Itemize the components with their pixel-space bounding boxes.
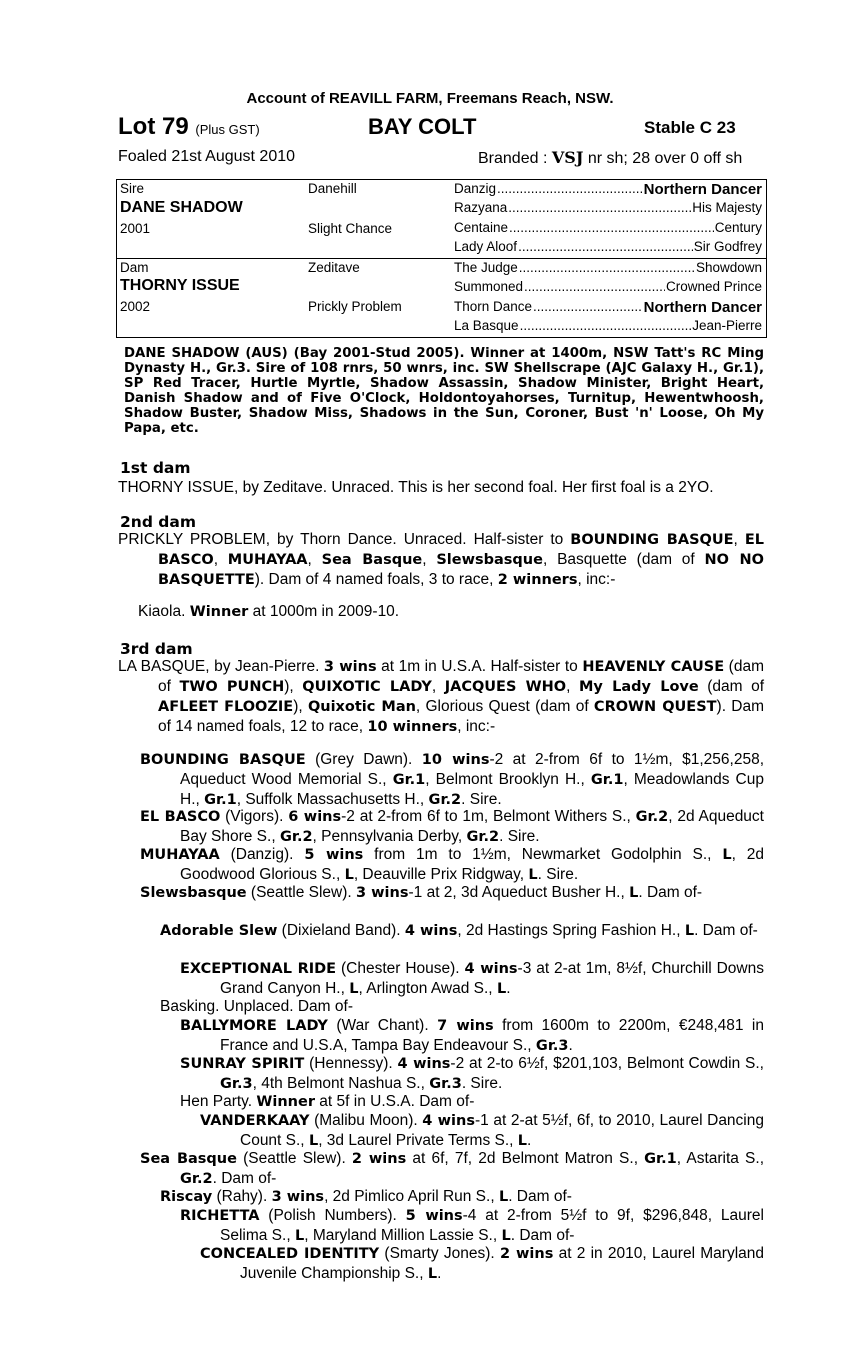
second-dam-heading: 2nd dam — [120, 513, 197, 531]
gen3-grandsire: Northern Dancer — [643, 299, 762, 316]
progeny-el-basco: EL BASCO (Vigors). 6 wins-2 at 2-from 6f to 1m, Belmont Withers S., Gr.2, 2d Aqueduct Bay Shore S., Gr.2, Pennsylvania Derby, Gr.2. Sire. — [140, 808, 764, 845]
pedigree-divider — [117, 258, 766, 259]
gen3-row — [454, 181, 762, 198]
progeny-slewsbasque: Slewsbasque (Seattle Slew). 3 wins-1 at 2, 3d Aqueduct Busher H., L. Dam of- — [140, 884, 703, 901]
pedigree-table — [116, 179, 767, 338]
gen3-grandsire: Century — [714, 220, 762, 235]
third-dam-text: LA BASQUE, by Jean-Pierre. 3 wins at 1m in U.S.A. Half-sister to HEAVENLY CAUSE (dam of TWO PUNCH), QUIXOTIC LADY, JACQUES WHO, My Lady Love (dam of AFLEET FLOOZIE), Quixotic Man, Glorious Quest (dam of CROWN QUEST). Dam of 14 named foals, 12 to race, 10 winners, inc:- — [118, 658, 765, 735]
gen3-sire: The Judge — [454, 260, 518, 275]
first-dam-heading: 1st dam — [120, 459, 191, 477]
gen3-grandsire: Showdown — [695, 260, 762, 275]
third-dam-heading: 3rd dam — [120, 640, 193, 658]
dot-leader — [497, 181, 643, 198]
gen3-sire: Centaine — [454, 220, 509, 235]
dam-dam: Prickly Problem — [308, 299, 402, 314]
gen3-sire: Lady Aloof — [454, 239, 518, 254]
dot-leader — [519, 260, 695, 275]
dam-sire: Zeditave — [308, 260, 360, 275]
dot-leader — [524, 279, 665, 294]
branded-info: Branded : VSJ nr sh; 28 over 0 off sh — [478, 148, 743, 167]
progeny-exceptional-ride: EXCEPTIONAL RIDE (Chester House). 4 wins-3 at 2-at 1m, 8½f, Churchill Downs Grand Canyon H., L, Arlington Awad S., L. — [180, 960, 764, 997]
gen3-sire: La Basque — [454, 318, 519, 333]
gen3-row — [454, 279, 762, 294]
sire-summary: DANE SHADOW (AUS) (Bay 2001-Stud 2005). Winner at 1400m, NSW Tatt's RC Ming Dynasty H., Gr.3. Sire of 108 rnrs, 50 wnrs, inc. SW Shellscrape (AJC Galaxy H., Gr.1), SP Red Tracer, Hurtle Myrtle, Shadow Assassin, Shadow Minister, Bright Heart, Danish Shadow and of Five O'Clock, Holdontoyahorses, Turnitup, Hewentwhoosh, Shadow Buster, Shadow Miss, Shadows in the Sun, Coroner, Bust 'n' Loose, Oh My Papa, etc. — [124, 346, 764, 436]
gen3-row — [454, 318, 762, 333]
progeny-concealed-identity: CONCEALED IDENTITY (Smarty Jones). 2 wins at 2 in 2010, Laurel Maryland Juvenile Championship S., L. — [200, 1245, 764, 1282]
lot-number: Lot 79 (Plus GST) — [118, 113, 260, 140]
progeny-riscay: Riscay (Rahy). 3 wins, 2d Pimlico April Run S., L. Dam of- — [160, 1188, 572, 1205]
sire-name: DANE SHADOW — [120, 199, 243, 216]
gen3-grandsire: Crowned Prince — [665, 279, 762, 294]
dot-leader — [520, 318, 692, 333]
gen3-sire: Danzig — [454, 181, 497, 196]
second-dam-progeny: Kiaola. Winner at 1000m in 2009-10. — [138, 603, 400, 620]
dam-label: Dam — [120, 260, 149, 275]
sire-dam: Slight Chance — [308, 221, 393, 236]
progeny-sea-basque: Sea Basque (Seattle Slew). 2 wins at 6f, 7f, 2d Belmont Matron S., Gr.1, Astarita S., Gr.2. Dam of- — [140, 1150, 765, 1187]
gen3-sire: Thorn Dance — [454, 299, 533, 314]
gen3-sire: Summoned — [454, 279, 524, 294]
second-dam-text: PRICKLY PROBLEM, by Thorn Dance. Unraced. Half-sister to BOUNDING BASQUE, EL BASCO, MUHAYAA, Sea Basque, Slewsbasque, Basquette (dam of NO NO BASQUETTE). Dam of 4 named foals, 3 to race, 2 winners, inc:- — [118, 531, 764, 588]
stable-number: Stable C 23 — [644, 118, 736, 137]
progeny-sunray-spirit: SUNRAY SPIRIT (Hennessy). 4 wins-2 at 2-to 6½f, $201,103, Belmont Cowdin S., Gr.3, 4th Belmont Nashua S., Gr.3. Sire. — [180, 1055, 764, 1092]
gen3-row — [454, 220, 762, 235]
gen3-row — [454, 200, 762, 215]
sire-sire: Danehill — [308, 181, 357, 196]
gen3-row — [454, 239, 762, 254]
foaled-date: Foaled 21st August 2010 — [118, 148, 296, 165]
gen3-grandsire: Northern Dancer — [643, 181, 762, 198]
sire-label: Sire — [120, 181, 145, 196]
gen3-grandsire: Sir Godfrey — [693, 239, 762, 254]
progeny-ballymore-lady: BALLYMORE LADY (War Chant). 7 wins from 1600m to 2200m, €248,481 in France and U.S.A, Tampa Bay Endeavour S., Gr.3. — [180, 1017, 765, 1054]
brand-mark: VSJ — [551, 148, 584, 167]
progeny-adorable-slew: Adorable Slew (Dixieland Band). 4 wins, 2d Hastings Spring Fashion H., L. Dam of- — [160, 922, 758, 939]
gen3-row — [454, 260, 762, 275]
progeny-vanderkaay: VANDERKAAY (Malibu Moon). 4 wins-1 at 2-at 5½f, 6f, to 2010, Laurel Dancing Count S., L, 3d Laurel Private Terms S., L. — [200, 1112, 764, 1149]
dam-year: 2002 — [120, 299, 151, 314]
lot-title: BAY COLT — [368, 114, 477, 139]
dam-name: THORNY ISSUE — [120, 277, 240, 294]
progeny-richetta: RICHETTA (Polish Numbers). 5 wins-4 at 2-from 5½f to 9f, $296,848, Laurel Selima S., L, Maryland Million Lassie S., L. Dam of- — [180, 1207, 764, 1244]
gen3-grandsire: Jean-Pierre — [692, 318, 762, 333]
gen3-row — [454, 299, 762, 316]
plus-gst-note: (Plus GST) — [195, 122, 260, 137]
dot-leader — [518, 239, 693, 254]
dot-leader — [508, 200, 691, 215]
progeny-muhayaa: MUHAYAA (Danzig). 5 wins from 1m to 1½m, Newmarket Godolphin S., L, 2d Goodwood Glorious S., L, Deauville Prix Ridgway, L. Sire. — [140, 846, 764, 883]
first-dam-text: THORNY ISSUE, by Zeditave. Unraced. This is her second foal. Her first foal is a 2YO. — [118, 479, 714, 496]
sire-year: 2001 — [120, 221, 151, 236]
dot-leader — [509, 220, 714, 235]
progeny-basking: Basking. Unplaced. Dam of- — [160, 998, 353, 1015]
gen3-grandsire: His Majesty — [692, 200, 762, 215]
dot-leader — [533, 299, 643, 316]
gen3-sire: Razyana — [454, 200, 508, 215]
vendor-account: Account of REAVILL FARM, Freemans Reach, NSW. — [246, 90, 614, 107]
progeny-hen-party: Hen Party. Winner at 5f in U.S.A. Dam of- — [180, 1093, 475, 1110]
progeny-bounding-basque: BOUNDING BASQUE (Grey Dawn). 10 wins-2 at 2-from 6f to 1½m, $1,256,258, Aqueduct Wood Memorial S., Gr.1, Belmont Brooklyn H., Gr.1, Meadowlands Cup H., Gr.1, Suffolk Massachusetts H., Gr.2. Sire. — [140, 751, 764, 808]
